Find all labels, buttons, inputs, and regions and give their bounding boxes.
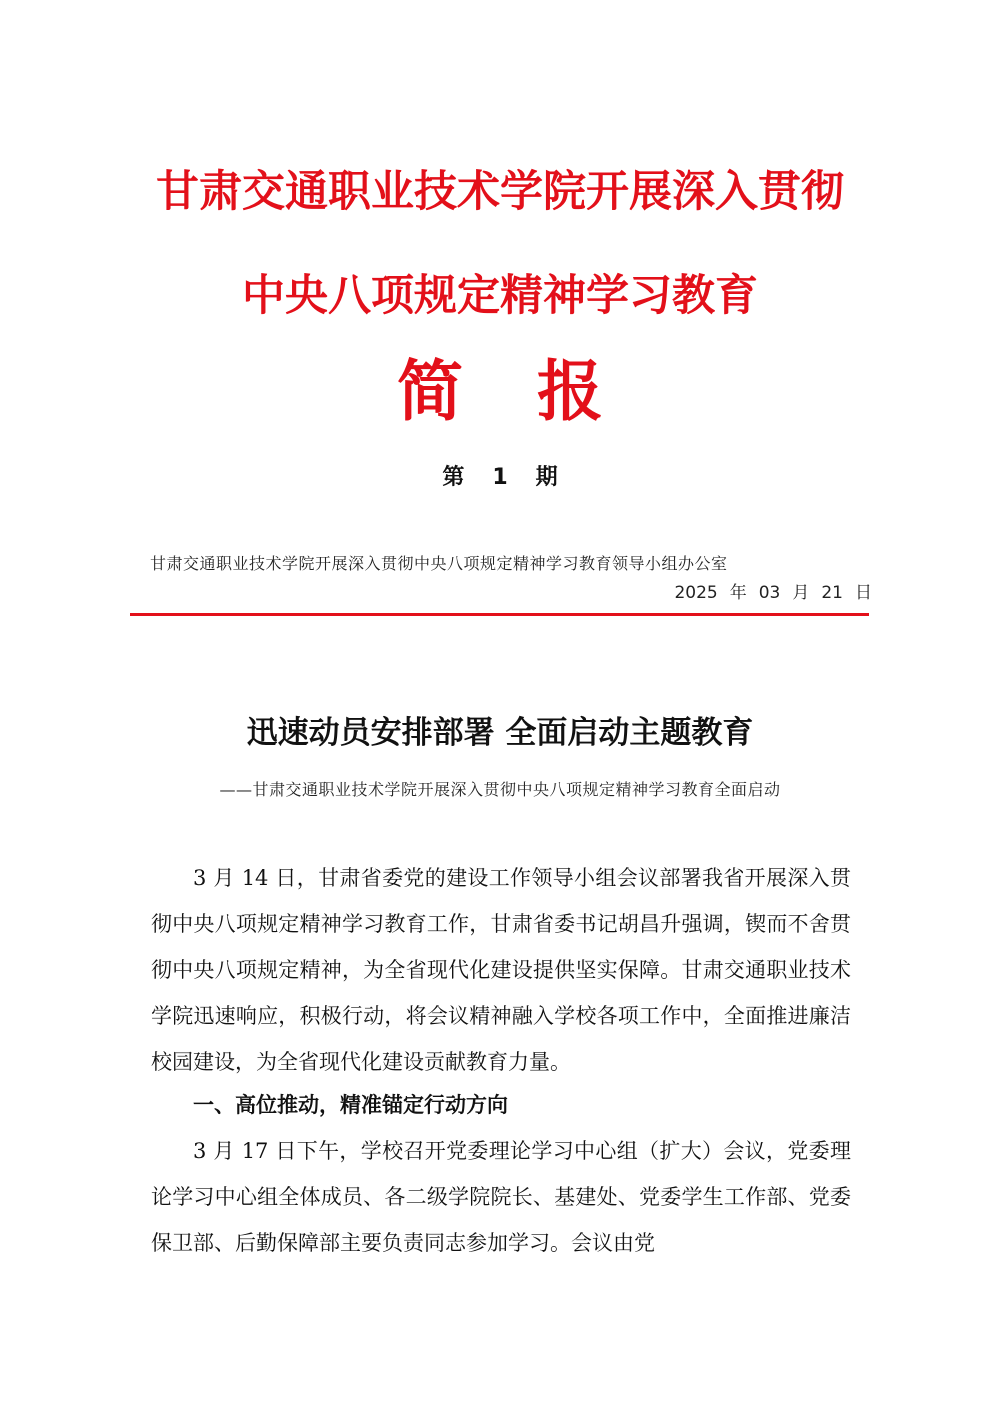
issuing-office: 甘肃交通职业技术学院开展深入贯彻中央八项规定精神学习教育领导小组办公室 — [150, 554, 728, 573]
date-day: 21 — [821, 583, 843, 603]
issue-date — [668, 578, 872, 603]
paragraph-text: 3 月 17 日下午，学校召开党委理论学习中心组（扩大）会议，党委理论学习中心组全体成员、各二级学院院长、基建处、党委学生工作部、党委保卫部、后勤保障部主要负责同志参加学习。会议由党 — [151, 1139, 851, 1255]
masthead-title-line1: 甘肃交通职业技术学院开展深入贯彻 — [156, 167, 844, 217]
issue-number — [0, 460, 1000, 491]
date-year-label: 年 — [729, 583, 747, 603]
bulletin-char-2: 报 — [537, 352, 603, 430]
masthead-title-line2: 中央八项规定精神学习教育 — [242, 271, 758, 321]
article-body-paragraph-1 — [151, 855, 851, 1085]
date-month: 03 — [758, 583, 781, 603]
issue-value: 1 — [492, 465, 508, 490]
section-heading-1: 一、高位推动，精准锚定行动方向 — [193, 1093, 508, 1117]
masthead-bulletin-label — [0, 338, 1000, 433]
issue-suffix: 期 — [535, 465, 558, 490]
bulletin-char-1: 简 — [397, 352, 463, 430]
article-subtitle: ——甘肃交通职业技术学院开展深入贯彻中央八项规定精神学习教育全面启动 — [219, 780, 781, 799]
date-year: 2025 — [674, 583, 718, 603]
article-title: 迅速动员安排部署 全面启动主题教育 — [246, 715, 754, 751]
issue-prefix: 第 — [442, 465, 465, 490]
article-body-paragraph-2 — [151, 1128, 851, 1266]
paragraph-text: 3 月 14 日，甘肃省委党的建设工作领导小组会议部署我省开展深入贯彻中央八项规定精神学习教育工作，甘肃省委书记胡昌升强调，锲而不舍贯彻中央八项规定精神，为全省现代化建设提供坚实保障。甘肃交通职业技术学院迅速响应，积极行动，将会议精神融入学校各项工作中，全面推进廉洁校园建设，为全省现代化建设贡献教育力量。 — [151, 866, 851, 1074]
red-divider-line — [130, 613, 869, 616]
date-month-label: 月 — [792, 583, 810, 603]
date-day-label: 日 — [855, 583, 872, 603]
